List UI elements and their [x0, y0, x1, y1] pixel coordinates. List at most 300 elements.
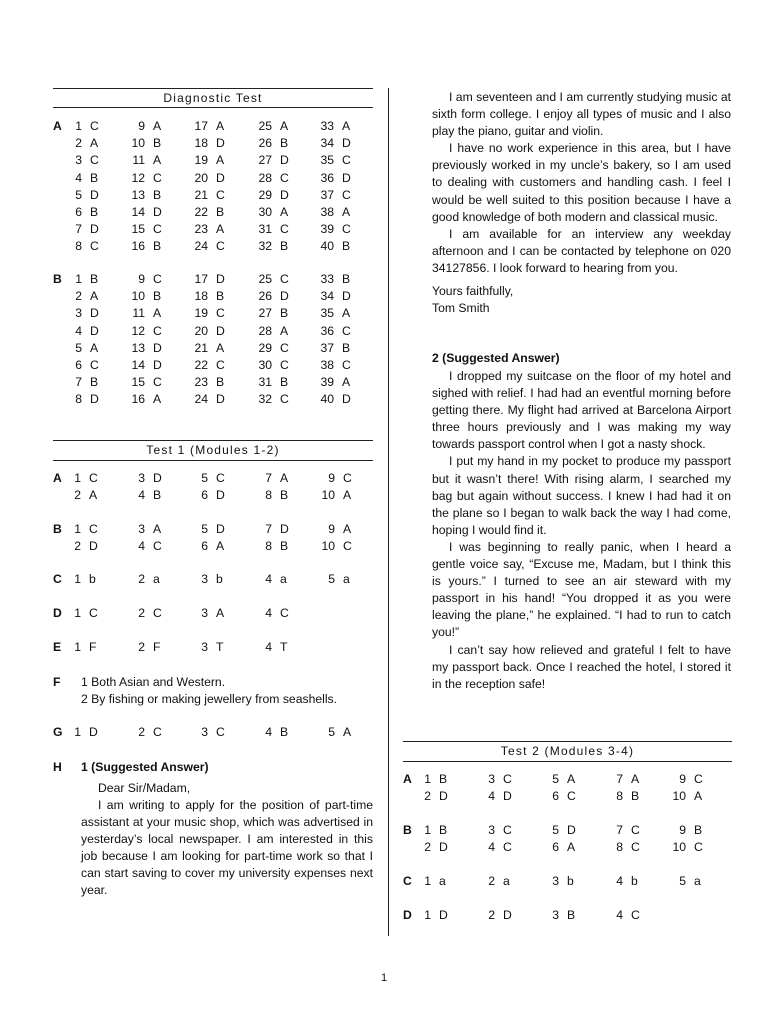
- column-divider: [388, 88, 389, 936]
- diag-b-item: [190, 305, 225, 322]
- t1-b-item-number: 7: [265, 522, 272, 536]
- t2-b-item: [605, 839, 640, 856]
- diag-a-item-answer: D: [90, 222, 99, 237]
- diag-a-item-number: 21: [194, 187, 208, 202]
- diag-a-item: [190, 221, 224, 238]
- diag-b-item: [316, 374, 350, 391]
- t2-d-letter: D: [403, 908, 412, 922]
- diag-a-item-number: 22: [194, 205, 208, 219]
- diagnostic-top-rule: [53, 88, 373, 89]
- t1-d-item-number: 2: [138, 606, 145, 620]
- diag-a-item: [316, 238, 350, 255]
- diag-b-item: [127, 288, 161, 305]
- t1-g-letter: G: [53, 725, 63, 739]
- t2-b-item-number: 8: [616, 840, 623, 855]
- diag-b-letter: B: [53, 272, 62, 286]
- diag-a-item: [254, 135, 288, 152]
- t1-g-item-number: 1: [74, 725, 81, 739]
- diag-a-item-answer: B: [153, 187, 162, 202]
- diag-b-item-answer: D: [216, 392, 225, 407]
- t2-c-item: [668, 873, 701, 890]
- t1-d-item: [190, 605, 224, 622]
- t1-e-item: [254, 639, 287, 656]
- t2-b-item: [413, 822, 447, 839]
- test2-top-rule: [403, 741, 732, 742]
- diag-b-item-number: 26: [258, 289, 272, 304]
- diag-b-item-answer: D: [153, 340, 162, 355]
- t1-e-item: [127, 639, 160, 656]
- diag-b-item-answer: A: [90, 340, 99, 355]
- diag-a-item-number: 2: [75, 136, 82, 151]
- diag-b-item-number: 16: [131, 392, 145, 407]
- t1-c-item-number: 5: [328, 572, 335, 586]
- diag-a-item-answer: D: [153, 205, 162, 219]
- t1-a-item: [190, 470, 225, 487]
- diag-a-item-answer: B: [90, 170, 99, 185]
- t1-a-item-answer: D: [153, 471, 162, 485]
- diag-b-item-number: 5: [75, 340, 82, 355]
- story-paragraph-3: I was beginning to really panic, when I heard a gentle voice say, “Excuse me, Madam, but I think this is yours.” I turned to see an air steward with my passport in his hand! “You dropped it as you were leaving the plane,” he explained. “I had to run to catch you!”: [432, 539, 731, 640]
- t1-b-item: [317, 538, 352, 555]
- diag-a-item: [127, 187, 161, 204]
- diag-a-item: [316, 135, 351, 152]
- diag-a-item-answer: D: [90, 187, 99, 202]
- diag-a-item: [127, 238, 161, 255]
- diag-a-item-answer: A: [153, 153, 162, 168]
- t1-g-item-number: 4: [265, 725, 272, 739]
- t1-b-item-number: 3: [138, 522, 145, 536]
- t1-a-item-answer: A: [280, 471, 289, 485]
- diag-b-item-number: 27: [258, 306, 272, 321]
- diag-b-item: [64, 391, 99, 408]
- diag-a-item-answer: C: [153, 170, 162, 185]
- t2-d-item-answer: D: [439, 908, 448, 922]
- test1-h-letter: H: [53, 760, 62, 774]
- diag-b-item: [254, 357, 289, 374]
- t1-g-item: [63, 724, 98, 741]
- t1-e-item-answer: F: [89, 640, 97, 654]
- t1-d-item: [254, 605, 289, 622]
- t2-b-item: [413, 839, 448, 856]
- diag-a-item-answer: C: [90, 119, 99, 133]
- diag-b-item: [190, 340, 224, 357]
- diag-b-item-answer: C: [90, 358, 99, 372]
- letter-signature: Tom Smith: [432, 301, 490, 316]
- t2-d-item: [477, 907, 512, 924]
- page-number: 1: [380, 972, 388, 984]
- t2-b-item-number: 5: [552, 823, 559, 837]
- t2-d-item-number: 4: [616, 908, 623, 922]
- t2-a-item-number: 5: [552, 772, 559, 786]
- diag-a-item-answer: A: [342, 205, 351, 219]
- diag-a-item-answer: D: [342, 136, 351, 151]
- t1-b-item-answer: D: [89, 539, 98, 554]
- diag-a-item-number: 20: [194, 170, 208, 185]
- t2-a-item-answer: C: [567, 789, 576, 804]
- t1-a-item: [190, 487, 225, 504]
- diag-b-item-number: 15: [131, 375, 145, 390]
- diag-b-item-number: 33: [320, 272, 334, 286]
- diag-a-item-answer: C: [216, 239, 225, 254]
- diag-b-item-number: 29: [258, 340, 272, 355]
- diag-a-item: [64, 187, 99, 204]
- t2-d-item-answer: B: [567, 908, 576, 922]
- test1-title: Test 1 (Modules 1-2): [146, 443, 280, 457]
- t1-b-item-number: 4: [138, 539, 145, 554]
- diag-a-item-number: 23: [194, 222, 208, 237]
- diag-b-item: [254, 288, 289, 305]
- t1-c-item-number: 4: [265, 572, 272, 586]
- diag-a-item-answer: A: [90, 136, 99, 151]
- diag-a-item-number: 16: [131, 239, 145, 254]
- t2-b-item: [541, 822, 576, 839]
- diag-b-item-answer: A: [216, 340, 225, 355]
- t2-a-item-answer: A: [567, 772, 576, 786]
- t1-b-item-answer: C: [153, 539, 162, 554]
- t2-c-item-number: 1: [424, 874, 431, 888]
- story-paragraph-4: I can’t say how relieved and grateful I felt to have my passport back. Once I reached the hotel, I stored it in the reception safe!: [432, 642, 731, 691]
- t1-g-item-answer: C: [216, 725, 225, 739]
- diagnostic-title: Diagnostic Test: [163, 91, 263, 105]
- diag-a-item-answer: A: [153, 119, 162, 133]
- diag-a-item-answer: C: [90, 239, 99, 254]
- t1-e-letter: E: [53, 640, 62, 654]
- t2-a-item-number: 8: [616, 789, 623, 804]
- letter-paragraph-3: I have no work experience in this area, but I have previously worked in my uncle’s bakery, so I am used to dealing with customers and handling cash. I feel I would be well suited to this position because I have a good knowledge of both modern and classical music.: [432, 141, 731, 224]
- t1-b-item-number: 9: [328, 522, 335, 536]
- t1-b-item: [254, 538, 288, 555]
- diag-a-item-number: 35: [320, 153, 334, 168]
- diag-b-item-number: 21: [194, 340, 208, 355]
- diag-a-item: [127, 135, 161, 152]
- t1-e-item: [63, 639, 96, 656]
- t1-b-item-number: 8: [265, 539, 272, 554]
- diag-b-item: [316, 357, 351, 374]
- diag-a-item-number: 30: [258, 205, 272, 219]
- t1-a-item-answer: C: [216, 471, 225, 485]
- diag-b-item-answer: C: [342, 358, 351, 372]
- diag-b-item: [190, 271, 225, 288]
- diag-a-item-number: 5: [75, 187, 82, 202]
- diag-a-item: [190, 204, 224, 221]
- t2-c-letter: C: [403, 874, 412, 888]
- diag-b-item-answer: C: [280, 340, 289, 355]
- t1-a-item-number: 8: [265, 488, 272, 503]
- diag-b-item: [254, 305, 288, 322]
- diag-b-item-number: 40: [320, 392, 334, 407]
- diagnostic-bottom-rule: [53, 107, 373, 108]
- diag-a-item-number: 31: [258, 222, 272, 237]
- t1-e-item-number: 2: [138, 640, 145, 654]
- t1-c-item-number: 1: [74, 572, 81, 586]
- diag-b-item-number: 38: [320, 358, 334, 372]
- t2-c-item: [605, 873, 638, 890]
- diag-a-item-number: 3: [75, 153, 82, 168]
- diag-b-item-answer: C: [280, 358, 289, 372]
- diag-a-item: [127, 204, 162, 221]
- t1-g-item: [254, 724, 288, 741]
- t1-b-item: [63, 521, 98, 538]
- t2-a-item: [605, 771, 639, 788]
- diag-a-item-answer: D: [216, 136, 225, 151]
- t1-a-item: [127, 470, 162, 487]
- t2-a-item: [605, 788, 639, 805]
- diag-b-item: [190, 357, 225, 374]
- diag-b-item-answer: B: [216, 289, 225, 304]
- diag-a-item-number: 15: [131, 222, 145, 237]
- t1-e-item: [190, 639, 223, 656]
- diag-a-item-answer: B: [280, 239, 289, 254]
- t2-b-item-number: 4: [488, 840, 495, 855]
- t2-c-item-answer: a: [694, 874, 701, 888]
- t2-b-item-number: 6: [552, 840, 559, 855]
- t2-b-item: [668, 822, 702, 839]
- t1-c-item: [254, 571, 287, 588]
- diag-b-item: [316, 271, 350, 288]
- t1-e-item-answer: T: [280, 640, 288, 654]
- diag-a-item: [64, 135, 98, 152]
- test2-title: Test 2 (Modules 3-4): [500, 744, 635, 758]
- test2-bottom-rule: [403, 761, 732, 762]
- t1-d-item: [63, 605, 98, 622]
- diag-a-item-answer: D: [216, 170, 225, 185]
- diag-b-item: [190, 391, 225, 408]
- diag-b-item-answer: D: [280, 289, 289, 304]
- t2-a-item-number: 9: [679, 772, 686, 786]
- diag-b-item: [64, 323, 99, 340]
- t1-e-item-answer: F: [153, 640, 161, 654]
- diag-b-item: [316, 288, 351, 305]
- diag-b-item: [254, 391, 289, 408]
- letter-salutation: Dear Sir/Madam,: [98, 781, 191, 795]
- t1-g-item-number: 3: [201, 725, 208, 739]
- diag-b-item: [254, 374, 288, 391]
- letter-continued: [432, 89, 731, 317]
- diag-a-item-answer: A: [280, 119, 289, 133]
- diag-b-item-answer: D: [90, 323, 99, 338]
- diag-b-item-number: 28: [258, 323, 272, 338]
- diag-a-item-number: 36: [320, 170, 334, 185]
- t1-e-item-number: 1: [74, 640, 81, 654]
- t2-a-item-number: 3: [488, 772, 495, 786]
- t2-b-item-number: 9: [679, 823, 686, 837]
- diag-a-item: [64, 118, 99, 135]
- diag-a-item-answer: B: [90, 205, 99, 219]
- t2-c-item-answer: a: [439, 874, 446, 888]
- diag-a-item: [316, 152, 351, 169]
- t1-b-item: [127, 538, 162, 555]
- t2-b-item: [477, 822, 512, 839]
- diag-b-item-number: 36: [320, 323, 334, 338]
- t1-c-item-answer: a: [343, 572, 350, 586]
- t1-g-item-number: 2: [138, 725, 145, 739]
- t1-c-item-answer: b: [89, 572, 96, 586]
- diag-a-item-number: 11: [132, 153, 145, 168]
- diag-b-item-number: 2: [75, 289, 82, 304]
- test1-bottom-rule: [53, 460, 373, 461]
- story-paragraph-1: I dropped my suitcase on the floor of my hotel and sighed with relief. I had had an eventful morning before getting there. My flight had arrived at Barcelona Airport three hours previously and I was making my way towards passport control when I got a nasty shock.: [432, 369, 731, 452]
- t2-d-item: [541, 907, 575, 924]
- diag-b-item-answer: C: [280, 272, 289, 286]
- t1-b-item-number: 10: [321, 539, 335, 554]
- letter-paragraph-2: I am seventeen and I am currently studying music at sixth form college. I enjoy all types of music and I also play the piano, guitar and violin.: [432, 90, 731, 139]
- diag-a-item: [64, 170, 98, 187]
- t2-b-item-number: 1: [424, 823, 431, 837]
- diag-b-item-answer: A: [153, 392, 162, 407]
- t1-d-item-answer: C: [280, 606, 289, 620]
- diag-a-item: [190, 170, 225, 187]
- story-paragraph-2: I put my hand in my pocket to produce my passport but it wasn’t there! With rising alarm, I searched my bag but again without success. I knew I had had it on the plane so I began to walk back the way I had come, hoping I would find it.: [432, 454, 731, 537]
- letter-closing: Yours faithfully,: [432, 284, 514, 299]
- t2-a-item: [413, 771, 447, 788]
- t2-d-item-number: 1: [424, 908, 431, 922]
- diag-b-item-answer: B: [280, 375, 289, 390]
- diag-a-item-number: 12: [131, 170, 145, 185]
- t1-e-item-answer: T: [216, 640, 224, 654]
- diag-b-item-number: 18: [194, 289, 208, 304]
- t1-d-item-number: 3: [201, 606, 208, 620]
- diag-b-item-answer: D: [153, 358, 162, 372]
- t2-b-letter: B: [403, 823, 412, 837]
- t2-d-item-number: 2: [488, 908, 495, 922]
- diag-a-item-number: 18: [194, 136, 208, 151]
- t1-b-item-answer: D: [280, 522, 289, 536]
- t2-a-item-number: 6: [552, 789, 559, 804]
- diag-b-item-number: 22: [194, 358, 208, 372]
- t1-g-item: [127, 724, 162, 741]
- t1-b-item: [190, 538, 224, 555]
- t2-c-item-answer: a: [503, 874, 510, 888]
- t2-c-item-number: 2: [488, 874, 495, 888]
- diag-a-item-answer: B: [216, 205, 225, 219]
- t1-a-item-answer: B: [153, 488, 162, 503]
- diag-a-item-answer: B: [153, 239, 162, 254]
- diag-b-item-number: 34: [320, 289, 334, 304]
- diag-a-item-number: 13: [131, 187, 145, 202]
- t1-b-item-answer: D: [216, 522, 225, 536]
- t2-c-item: [477, 873, 510, 890]
- t1-b-letter: B: [53, 522, 62, 536]
- diag-b-item: [316, 305, 350, 322]
- diag-a-item-answer: C: [216, 187, 225, 202]
- diag-a-item-number: 39: [320, 222, 334, 237]
- diag-b-item-answer: A: [342, 306, 351, 321]
- t2-c-item: [413, 873, 446, 890]
- diag-b-item: [316, 323, 351, 340]
- t2-a-item-number: 2: [424, 789, 431, 804]
- t1-a-item-number: 2: [74, 488, 81, 503]
- t2-c-item-number: 3: [552, 874, 559, 888]
- diag-a-item: [190, 238, 225, 255]
- diag-b-item-number: 6: [75, 358, 82, 372]
- diag-a-letter: A: [53, 119, 62, 133]
- diag-a-item-number: 10: [131, 136, 145, 151]
- t2-a-item-answer: A: [694, 789, 703, 804]
- diag-b-item-answer: D: [216, 272, 225, 286]
- t2-b-item: [477, 839, 512, 856]
- diag-b-item-answer: C: [153, 375, 162, 390]
- diag-a-item-number: 4: [75, 170, 82, 185]
- t1-a-item: [317, 470, 352, 487]
- diag-a-item: [127, 221, 162, 238]
- t1-d-letter: D: [53, 606, 62, 620]
- diag-a-item: [316, 118, 350, 135]
- diag-b-item-number: 4: [75, 323, 82, 338]
- h-heading-2: 2 (Suggested Answer): [432, 351, 560, 365]
- t2-a-item: [477, 788, 512, 805]
- t1-d-item-answer: A: [216, 606, 225, 620]
- t1-b-item: [190, 521, 225, 538]
- t2-b-item-answer: D: [567, 823, 576, 837]
- t1-a-item: [63, 470, 98, 487]
- t2-c-item-answer: b: [567, 874, 574, 888]
- diag-a-item-number: 19: [194, 153, 208, 168]
- diag-b-item: [64, 357, 99, 374]
- diag-b-item: [64, 340, 98, 357]
- diag-b-item-answer: C: [216, 306, 225, 321]
- diag-a-item-number: 14: [131, 205, 145, 219]
- diag-b-item-answer: D: [90, 392, 99, 407]
- t2-a-item-answer: C: [503, 772, 512, 786]
- t1-e-item-number: 3: [201, 640, 208, 654]
- diag-a-item: [316, 221, 351, 238]
- t1-a-item-number: 7: [265, 471, 272, 485]
- t1-a-letter: A: [53, 471, 62, 485]
- t1-d-item-answer: C: [153, 606, 162, 620]
- diag-a-item-answer: A: [216, 153, 225, 168]
- letter-paragraph-4: I am available for an interview any weekday afternoon and I can be contacted by telephone on 020 34127856. I look forward to hearing from you.: [432, 226, 731, 275]
- diag-b-item: [64, 288, 98, 305]
- t1-e-item-number: 4: [265, 640, 272, 654]
- diag-a-item-number: 9: [138, 119, 145, 133]
- diag-b-item: [127, 271, 162, 288]
- diag-b-item: [127, 357, 162, 374]
- t2-a-item-answer: C: [694, 772, 703, 786]
- diag-a-item-number: 26: [258, 136, 272, 151]
- t2-a-item-answer: A: [631, 772, 640, 786]
- t1-c-item: [317, 571, 350, 588]
- diag-b-item-number: 9: [138, 272, 145, 286]
- t1-c-item-number: 3: [201, 572, 208, 586]
- t2-b-item: [541, 839, 575, 856]
- test1-f-line-1: 1 Both Asian and Western.: [81, 675, 226, 689]
- t1-a-item: [127, 487, 161, 504]
- t1-a-item-answer: C: [89, 471, 98, 485]
- t2-a-item: [668, 771, 703, 788]
- t1-c-item: [190, 571, 223, 588]
- diag-b-item: [127, 323, 162, 340]
- diag-b-item-answer: A: [90, 289, 99, 304]
- diag-a-item-number: 1: [75, 119, 82, 133]
- diag-a-item-number: 6: [75, 205, 82, 219]
- t1-b-item-answer: A: [216, 539, 225, 554]
- t1-a-item: [317, 487, 351, 504]
- diag-a-item-number: 34: [320, 136, 334, 151]
- t2-b-item-answer: D: [439, 840, 448, 855]
- t1-c-item-number: 2: [138, 572, 145, 586]
- t2-b-item-answer: C: [503, 823, 512, 837]
- diag-a-item: [254, 152, 289, 169]
- t1-a-item: [63, 487, 97, 504]
- diag-b-item-number: 30: [258, 358, 272, 372]
- t2-a-item-answer: D: [503, 789, 512, 804]
- diag-b-item-number: 3: [75, 306, 82, 321]
- diag-a-item: [254, 118, 288, 135]
- diag-b-item-answer: B: [90, 375, 99, 390]
- diag-a-item: [254, 238, 288, 255]
- letter-paragraph-1-text: I am writing to apply for the position of part-time assistant at your music shop, which was advertised in yesterday’s local newspaper. I am interested in this job because I am looking for part-time work so that I can start saving to cover my university expenses next year.: [81, 798, 373, 898]
- diag-a-item-answer: A: [216, 119, 225, 133]
